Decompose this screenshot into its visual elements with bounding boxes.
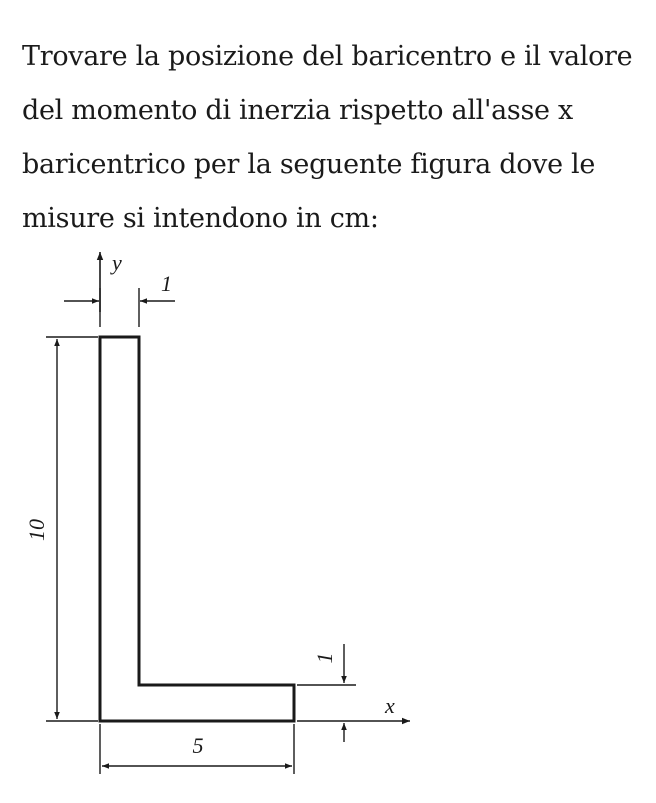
problem-line-2: del momento di inerzia rispetto all'asse x (22, 95, 573, 126)
problem-line-3: baricentrico per la seguente figura dove le (22, 149, 596, 180)
height-label: 10 (24, 519, 49, 541)
problem-line-1: Trovare la posizione del baricentro e il valore (22, 41, 633, 72)
x-axis-label: x (385, 693, 395, 718)
thickness-top-label: 1 (161, 271, 172, 296)
y-axis-label: y (112, 250, 122, 275)
l-section-outline (100, 337, 294, 721)
flange-thickness-label: 1 (312, 652, 337, 664)
problem-line-4: misure si intendono in cm: (22, 203, 379, 234)
width-label: 5 (192, 733, 204, 758)
